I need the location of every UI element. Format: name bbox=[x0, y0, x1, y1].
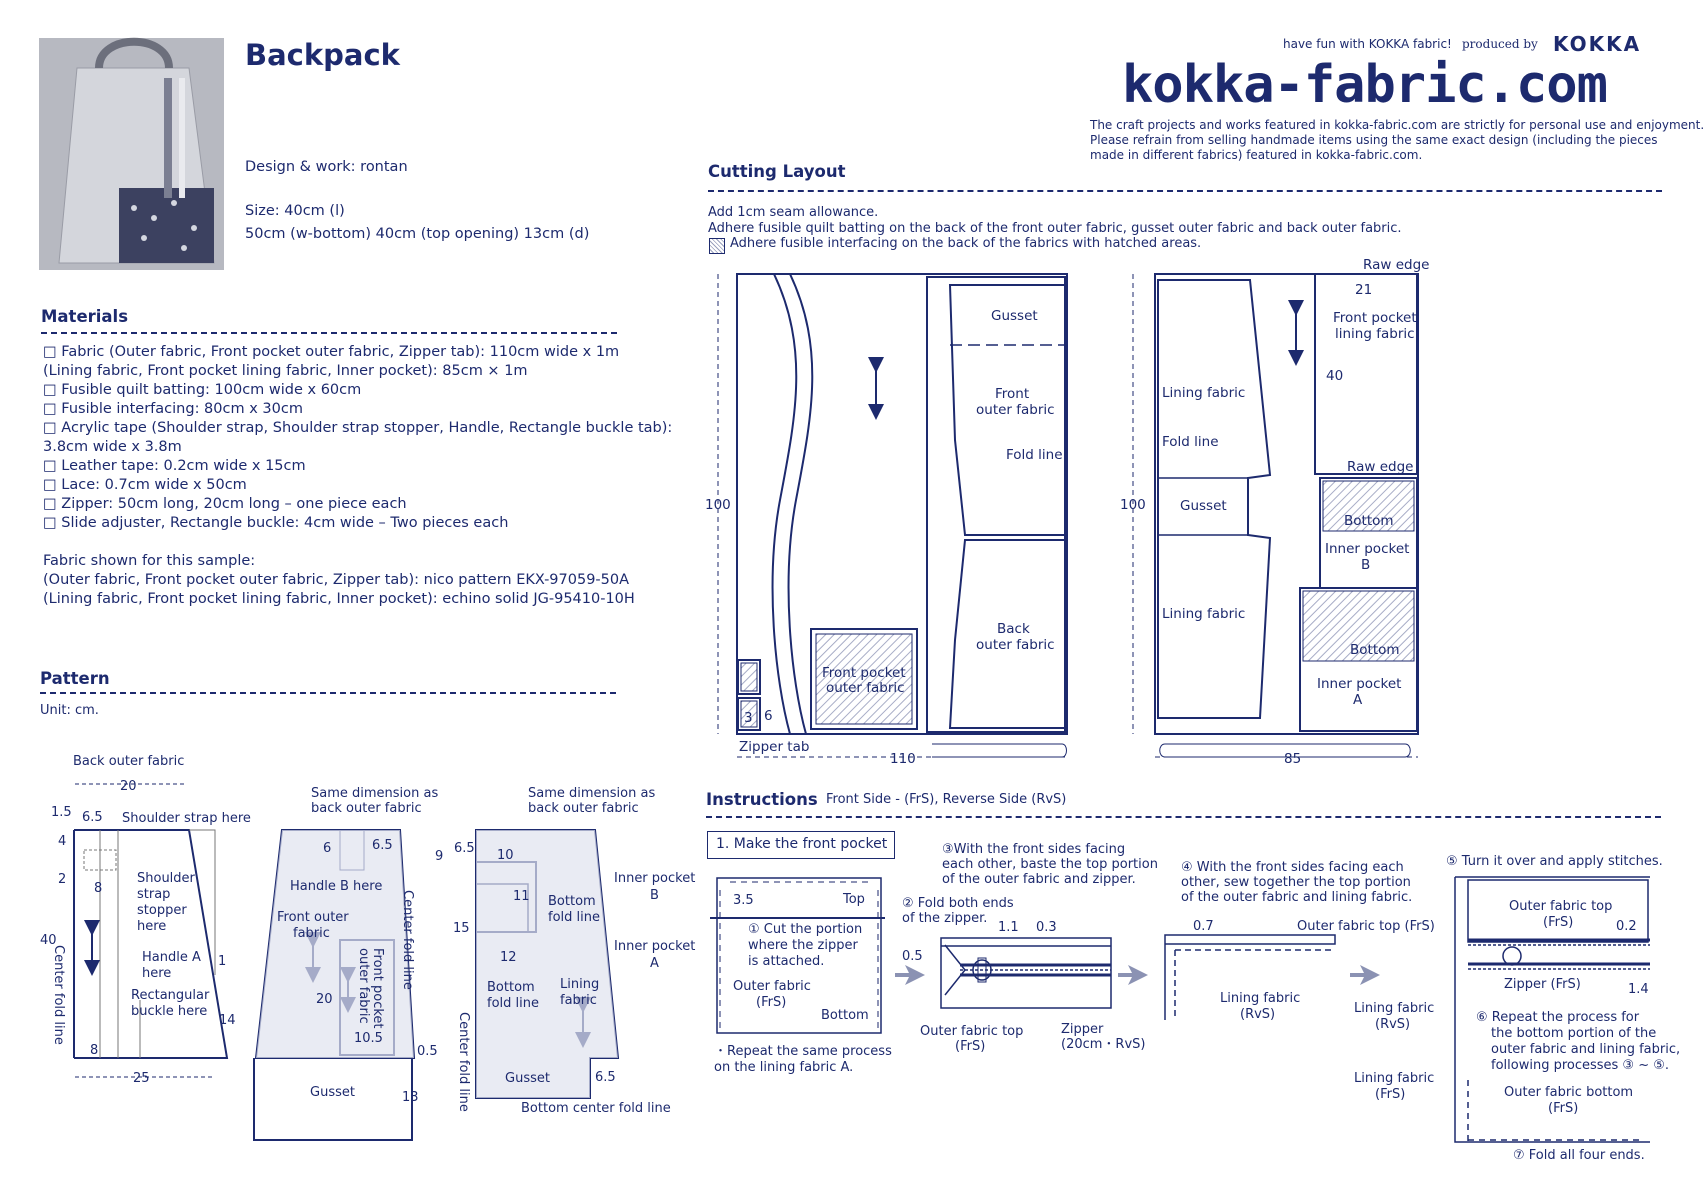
pattern-label: Gusset bbox=[310, 1085, 355, 1100]
step-label: (FrS) bbox=[1548, 1101, 1579, 1116]
dim-label: 6.5 bbox=[595, 1070, 616, 1085]
step-label: Top bbox=[843, 892, 865, 907]
step-label: outer fabric and lining fabric, bbox=[1491, 1042, 1681, 1057]
step-label: the bottom portion of the bbox=[1491, 1026, 1657, 1041]
pattern-diagrams bbox=[0, 740, 696, 1120]
pattern-label: buckle here bbox=[131, 1004, 208, 1019]
step-label: Lining fabric bbox=[1220, 991, 1301, 1006]
cut-label: A bbox=[1353, 692, 1363, 708]
step-label: Zipper (FrS) bbox=[1504, 977, 1581, 992]
cut-label: Fold line bbox=[1162, 434, 1219, 450]
dim-label: 40 bbox=[1326, 368, 1344, 384]
pattern-heading: Pattern bbox=[40, 669, 110, 688]
pattern-label: Rectangular bbox=[131, 988, 210, 1003]
dim-label: 6 bbox=[764, 708, 773, 724]
cut-label: Back bbox=[997, 621, 1030, 637]
divider bbox=[41, 332, 617, 334]
divider bbox=[706, 816, 1661, 818]
cut-label: Gusset bbox=[991, 308, 1038, 324]
sample-line: (Lining fabric, Front pocket lining fabric, Inner pocket): echino solid JG-95410-10H bbox=[43, 591, 635, 607]
dim-label: 20 bbox=[316, 992, 333, 1007]
sample-line: (Outer fabric, Front pocket outer fabric, Zipper tab): nico pattern EKX-97059-50A bbox=[43, 572, 630, 588]
cutting-layout-diagram bbox=[700, 255, 1700, 775]
cutting-line: Add 1cm seam allowance. bbox=[708, 205, 879, 220]
list-item: (Lining fabric, Front pocket lining fabric, Inner pocket): 85cm × 1m bbox=[43, 363, 528, 379]
step-label: of the zipper. bbox=[902, 911, 988, 926]
pattern-label: Same dimension as bbox=[311, 786, 439, 801]
sample-heading: Fabric shown for this sample: bbox=[43, 553, 256, 569]
cut-label: Zipper tab bbox=[739, 739, 810, 755]
step-label: Outer fabric bbox=[733, 979, 811, 994]
step-label: ⑥ Repeat the process for bbox=[1476, 1010, 1640, 1025]
notice-line-1: The craft projects and works featured in kokka-fabric.com are strictly for personal use and enjoyment. bbox=[1090, 118, 1704, 132]
tagline: have fun with KOKKA fabric! bbox=[1283, 37, 1452, 51]
dim-label: 9 bbox=[435, 849, 444, 864]
pattern-label: fold line bbox=[548, 910, 600, 925]
pattern-label: Front outer bbox=[277, 910, 349, 925]
dim-label: 4 bbox=[58, 834, 67, 849]
step-label: Lining fabric bbox=[1354, 1001, 1435, 1016]
pattern-label: fold line bbox=[487, 996, 539, 1011]
dim-label: 8 bbox=[94, 881, 103, 896]
step-label: on the lining fabric A. bbox=[714, 1060, 854, 1075]
fold-label: Center fold line bbox=[51, 945, 66, 1045]
dim-label: 6.5 bbox=[454, 841, 475, 856]
step-label: ⑤ Turn it over and apply stitches. bbox=[1446, 854, 1663, 869]
step-label: (RvS) bbox=[1375, 1017, 1411, 1032]
pattern-label: Bottom bbox=[487, 980, 535, 995]
list-item: 3.8cm wide x 3.8m bbox=[43, 439, 182, 455]
dim-label: 21 bbox=[1355, 282, 1373, 298]
cut-label: Fold line bbox=[1006, 447, 1063, 463]
step-label: ④ With the front sides facing each bbox=[1181, 860, 1404, 875]
dim-label: 11 bbox=[513, 889, 530, 904]
cut-label: Front pocket bbox=[1333, 310, 1417, 326]
pattern-label: fabric bbox=[560, 993, 597, 1008]
fold-label: Center fold line bbox=[456, 1012, 471, 1112]
back-title: Back outer fabric bbox=[73, 754, 185, 769]
design-credit: Design & work: rontan bbox=[245, 159, 408, 175]
pattern-label: back outer fabric bbox=[311, 801, 422, 816]
pattern-label: here bbox=[142, 966, 172, 981]
cut-label: B bbox=[1361, 557, 1371, 573]
cut-label: Raw edge bbox=[1363, 257, 1430, 273]
pattern-label: Inner pocket bbox=[614, 871, 696, 886]
dim-label: 1 bbox=[218, 954, 227, 969]
sides-legend: Front Side - (FrS), Reverse Side (RvS) bbox=[826, 792, 1067, 807]
step-label: Bottom bbox=[821, 1008, 869, 1023]
dim-label: 0.2 bbox=[1616, 919, 1637, 934]
step-label: (FrS) bbox=[955, 1039, 986, 1054]
pattern-label: Handle B here bbox=[290, 879, 383, 894]
cut-label: lining fabric bbox=[1335, 326, 1415, 342]
dim-label: 6.5 bbox=[82, 810, 103, 825]
list-item: □ Fusible interfacing: 80cm x 30cm bbox=[43, 401, 303, 417]
brand-name: KOKKA bbox=[1553, 32, 1642, 56]
dim-label: 0.5 bbox=[902, 949, 923, 964]
step-label: (FrS) bbox=[1543, 915, 1574, 930]
step-label: Lining fabric bbox=[1354, 1071, 1435, 1086]
fold-label: Center fold line bbox=[400, 890, 415, 990]
pattern-label: Same dimension as bbox=[528, 786, 656, 801]
cut-label: Raw edge bbox=[1347, 459, 1414, 475]
pattern-label: back outer fabric bbox=[528, 801, 639, 816]
cut-label: Inner pocket bbox=[1317, 676, 1402, 692]
notice-line-2: Please refrain from selling handmade items using the same exact design (including the pieces bbox=[1090, 133, 1658, 147]
step-label: (20cm・RvS) bbox=[1061, 1037, 1146, 1052]
pattern-label: here bbox=[137, 919, 167, 934]
dim-label: 0.7 bbox=[1193, 919, 1214, 934]
dim-label: 20 bbox=[120, 779, 137, 794]
step-label: ③With the front sides facing bbox=[942, 842, 1126, 857]
cut-label: Front pocket bbox=[822, 665, 906, 681]
list-item: □ Lace: 0.7cm wide x 50cm bbox=[43, 477, 247, 493]
step-label: ② Fold both ends bbox=[902, 896, 1014, 911]
dim-label: 6 bbox=[323, 841, 332, 856]
dim-label: 85 bbox=[1284, 751, 1302, 767]
product-photo bbox=[39, 38, 224, 270]
dim-label: 100 bbox=[1120, 497, 1146, 513]
size-line-1: Size: 40cm (l) bbox=[245, 203, 345, 219]
list-item: □ Leather tape: 0.2cm wide x 15cm bbox=[43, 458, 306, 474]
cut-label: Bottom bbox=[1344, 513, 1394, 529]
page-title: Backpack bbox=[245, 38, 400, 72]
dim-label: 3.5 bbox=[733, 893, 754, 908]
cut-label: Front bbox=[995, 386, 1030, 402]
unit-label: Unit: cm. bbox=[40, 703, 99, 718]
step-label: Zipper bbox=[1061, 1022, 1104, 1037]
pattern-label: fabric bbox=[293, 926, 330, 941]
pattern-label: Bottom bbox=[548, 894, 596, 909]
dim-label: 10 bbox=[497, 848, 514, 863]
dim-label: 1.1 bbox=[998, 920, 1019, 935]
step-label: following processes ③ ~ ⑤. bbox=[1491, 1058, 1670, 1073]
step-label: each other, baste the top portion bbox=[942, 857, 1158, 872]
instructions-diagram bbox=[700, 840, 1700, 1180]
dim-label: 0.3 bbox=[1036, 920, 1057, 935]
pattern-label: Shoulder bbox=[137, 871, 195, 886]
step-label: of the outer fabric and lining fabric. bbox=[1181, 890, 1413, 905]
dim-label: 15 bbox=[453, 921, 470, 936]
cut-label: Lining fabric bbox=[1162, 606, 1246, 622]
dim-label: 8 bbox=[90, 1043, 99, 1058]
step-label: Outer fabric top bbox=[920, 1024, 1024, 1039]
cut-label: outer fabric bbox=[976, 402, 1055, 418]
step-label: (FrS) bbox=[1375, 1087, 1406, 1102]
dim-label: 14 bbox=[219, 1013, 236, 1028]
pattern-label: B bbox=[650, 888, 659, 903]
step-label: is attached. bbox=[748, 954, 825, 969]
cut-label: Gusset bbox=[1180, 498, 1227, 514]
pattern-label: strap bbox=[137, 887, 171, 902]
cut-label: Bottom bbox=[1350, 642, 1400, 658]
dim-label: 100 bbox=[705, 497, 731, 513]
step-label: ① Cut the portion bbox=[748, 922, 863, 937]
size-line-2: 50cm (w-bottom) 40cm (top opening) 13cm (d) bbox=[245, 226, 590, 242]
list-item: □ Fusible quilt batting: 100cm wide x 60cm bbox=[43, 382, 362, 398]
instructions-heading: Instructions bbox=[706, 790, 818, 809]
step-label: ⑦ Fold all four ends. bbox=[1513, 1148, 1645, 1163]
dim-label: 2 bbox=[58, 872, 67, 887]
step-label: of the outer fabric and zipper. bbox=[942, 872, 1136, 887]
cut-label: outer fabric bbox=[976, 637, 1055, 653]
cut-label: outer fabric bbox=[826, 680, 905, 696]
cut-label: Lining fabric bbox=[1162, 385, 1246, 401]
pattern-label: A bbox=[650, 956, 659, 971]
pattern-label: Handle A bbox=[142, 950, 201, 965]
list-item: □ Fabric (Outer fabric, Front pocket outer fabric, Zipper tab): 110cm wide x 1m bbox=[43, 344, 620, 360]
cutting-line: Adhere fusible interfacing on the back of the fabrics with hatched areas. bbox=[730, 236, 1202, 251]
step-label: other, sew together the top portion bbox=[1181, 875, 1411, 890]
dim-label: 3 bbox=[744, 710, 753, 726]
cutting-heading: Cutting Layout bbox=[708, 162, 846, 181]
notice-line-3: made in different fabrics) featured in kokka-fabric.com. bbox=[1090, 148, 1423, 162]
pattern-label: Shoulder strap here bbox=[122, 811, 251, 826]
step-label: (RvS) bbox=[1240, 1007, 1276, 1022]
pattern-label: Inner pocket bbox=[614, 939, 696, 954]
dim-label: 13 bbox=[402, 1090, 419, 1105]
dim-label: 110 bbox=[890, 751, 916, 767]
list-item: □ Slide adjuster, Rectangle buckle: 4cm wide – Two pieces each bbox=[43, 515, 509, 531]
step-label: where the zipper bbox=[748, 938, 858, 953]
step-label: Outer fabric top bbox=[1509, 899, 1613, 914]
fold-label: Bottom center fold line bbox=[521, 1101, 671, 1116]
dim-label: 6.5 bbox=[372, 838, 393, 853]
step-label: (FrS) bbox=[756, 995, 787, 1010]
list-item: □ Acrylic tape (Shoulder strap, Shoulder strap stopper, Handle, Rectangle buckle tab): bbox=[43, 420, 673, 436]
produced-by: produced by bbox=[1462, 37, 1538, 51]
step-label: ・Repeat the same process bbox=[714, 1044, 892, 1059]
pattern-label: Front pocket bbox=[370, 948, 385, 1029]
dim-label: 10.5 bbox=[354, 1031, 383, 1046]
dim-label: 40 bbox=[40, 933, 57, 948]
materials-heading: Materials bbox=[41, 307, 129, 326]
step-title: 1. Make the front pocket bbox=[716, 836, 888, 852]
pattern-label: outer fabric bbox=[356, 948, 371, 1024]
hatch-swatch bbox=[709, 238, 725, 254]
dim-label: 12 bbox=[500, 950, 517, 965]
step-label: Outer fabric top (FrS) bbox=[1297, 919, 1435, 934]
dim-label: 1.5 bbox=[51, 805, 72, 820]
divider bbox=[40, 692, 616, 694]
pattern-label: Gusset bbox=[505, 1071, 550, 1086]
step-label: Outer fabric bottom bbox=[1504, 1085, 1634, 1100]
list-item: □ Zipper: 50cm long, 20cm long – one piece each bbox=[43, 496, 407, 512]
dim-label: 25 bbox=[133, 1071, 150, 1086]
dim-label: 0.5 bbox=[417, 1044, 438, 1059]
site-logo: kokka-fabric.com bbox=[1122, 55, 1607, 115]
pattern-label: Lining bbox=[560, 977, 600, 992]
materials-list bbox=[43, 343, 672, 609]
pattern-label: stopper bbox=[137, 903, 187, 918]
divider bbox=[708, 190, 1662, 192]
cutting-line: Adhere fusible quilt batting on the back of the front outer fabric, gusset outer fabric and back outer fabric. bbox=[708, 221, 1402, 236]
cut-label: Inner pocket bbox=[1325, 541, 1410, 557]
dim-label: 1.4 bbox=[1628, 982, 1649, 997]
